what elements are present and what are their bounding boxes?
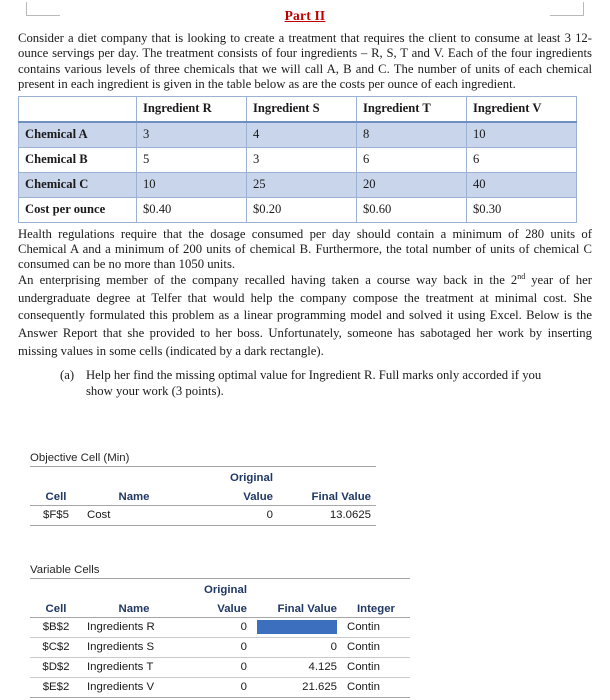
variable-cells-report	[30, 564, 592, 698]
objective-row-name: Cost	[82, 506, 186, 526]
cell-chemical-a-s: 4	[247, 122, 357, 148]
cell-chemical-a-t: 8	[357, 122, 467, 148]
variable-header-cell: Cell	[30, 598, 82, 618]
table-row	[30, 618, 410, 638]
cell-chemical-b-v: 6	[467, 147, 577, 172]
objective-header-spacer-name	[82, 467, 186, 486]
table-header-row	[19, 96, 577, 122]
variable-header-row	[30, 598, 410, 618]
question-text: Help her find the missing optimal value for Ingredient R. Full marks only accorded if you show your work (3 points).	[86, 368, 542, 399]
table-row	[19, 122, 577, 148]
story-text-part-one: An enterprising member of the company recalled having taken a course way back in the 2	[18, 273, 518, 288]
variable-row-cell-ref: $E$2	[30, 678, 82, 698]
row-label-chemical-c: Chemical C	[19, 172, 137, 197]
variable-header-original-bottom: Value	[186, 598, 252, 618]
variable-header-spacer-cell	[30, 579, 82, 598]
variable-row-name: Ingredients R	[82, 618, 186, 638]
table-row	[30, 506, 376, 526]
variable-row-cell-ref: $C$2	[30, 638, 82, 658]
objective-header-original-top: Original	[229, 472, 273, 485]
cell-cost-v: $0.30	[467, 197, 577, 222]
table-row	[19, 147, 577, 172]
story-paragraph	[18, 272, 592, 360]
variable-header-row-top	[30, 579, 410, 598]
variable-row-integer: Contin	[342, 658, 410, 678]
redacted-value-block	[257, 620, 337, 634]
variable-cells-table	[30, 579, 410, 698]
cell-cost-r: $0.40	[137, 197, 247, 222]
col-header-ingredient-v: Ingredient V	[467, 96, 577, 122]
objective-cell-table	[30, 467, 376, 526]
cell-chemical-c-t: 20	[357, 172, 467, 197]
objective-row-final-value: 13.0625	[278, 506, 376, 526]
objective-header-original-bottom: Value	[186, 486, 278, 506]
variable-row-integer: Contin	[342, 618, 410, 638]
variable-row-original-value: 0	[186, 678, 252, 698]
objective-header-row	[30, 486, 376, 506]
cell-chemical-a-r: 3	[137, 122, 247, 148]
variable-header-name: Name	[82, 598, 186, 618]
table-row	[30, 638, 410, 658]
row-label-cost-per-ounce: Cost per ounce	[19, 197, 137, 222]
variable-row-original-value: 0	[186, 638, 252, 658]
variable-row-integer: Contin	[342, 638, 410, 658]
variable-row-name: Ingredients S	[82, 638, 186, 658]
cell-cost-s: $0.20	[247, 197, 357, 222]
story-text-part-two: year of her undergraduate degree at Telfer that would help the company compose the treatment at minimal cost. She consequently formulated this problem as a linear programming model and solved it using Excel. Below is the Answer Report that she provided to her boss. Unfortunately, someone has sabotaged her work by inserting missing values in some cells (indicated by a dark rectangle).	[18, 273, 592, 358]
objective-row-cell-ref: $F$5	[30, 506, 82, 526]
variable-row-final-value: 4.125	[252, 658, 342, 678]
intro-paragraph: Consider a diet company that is looking to create a treatment that requires the client to consume at least 3 12-ounce servings per day. The treatment consists of four ingredients – R, S, T and V. Each of the four ingredients contains various levels of three chemicals that we will call A, B and C. The number of units of each chemical present in each ingredient is given in the table below as are the costs per ounce of each ingredient.	[18, 31, 592, 92]
variable-header-integer: Integer	[342, 598, 410, 618]
health-regulations-paragraph: Health regulations require that the dosage consumed per day should contain a minimum of 280 units of Chemical A and a minimum of 200 units of chemical B. Furthermore, the total number of units of chemical C consumed can be no more than 1050 units.	[18, 226, 592, 272]
col-header-blank	[19, 96, 137, 122]
variable-row-name: Ingredients T	[82, 658, 186, 678]
variable-row-integer: Contin	[342, 678, 410, 698]
variable-header-spacer-name	[82, 579, 186, 598]
cell-chemical-b-s: 3	[247, 147, 357, 172]
variable-row-cell-ref: $B$2	[30, 618, 82, 638]
variable-row-cell-ref: $D$2	[30, 658, 82, 678]
objective-cell-report	[30, 452, 592, 526]
col-header-ingredient-t: Ingredient T	[357, 96, 467, 122]
variable-row-final-value: 21.625	[252, 678, 342, 698]
objective-cell-caption: Objective Cell (Min)	[30, 452, 376, 467]
cell-chemical-b-t: 6	[357, 147, 467, 172]
cell-chemical-c-v: 40	[467, 172, 577, 197]
question-a	[60, 367, 558, 399]
page-title: Part II	[284, 8, 326, 23]
table-row	[19, 172, 577, 197]
ordinal-superscript: nd	[517, 272, 526, 281]
variable-row-final-value: 0	[252, 638, 342, 658]
objective-header-name: Name	[82, 486, 186, 506]
objective-header-spacer-final	[278, 467, 376, 486]
table-row	[30, 658, 410, 678]
table-row	[19, 197, 577, 222]
variable-row-final-value-redacted	[252, 618, 342, 638]
cell-chemical-c-s: 25	[247, 172, 357, 197]
variable-header-spacer-integer	[342, 579, 410, 598]
col-header-ingredient-s: Ingredient S	[247, 96, 357, 122]
objective-header-cell: Cell	[30, 486, 82, 506]
col-header-ingredient-r: Ingredient R	[137, 96, 247, 122]
variable-row-original-value: 0	[186, 658, 252, 678]
row-label-chemical-a: Chemical A	[19, 122, 137, 148]
objective-row-original-value: 0	[186, 506, 278, 526]
variable-header-spacer-final	[252, 579, 342, 598]
variable-header-final-value: Final Value	[252, 598, 342, 618]
question-marker: (a)	[60, 368, 75, 383]
cell-cost-t: $0.60	[357, 197, 467, 222]
variable-cells-caption: Variable Cells	[30, 564, 410, 579]
variable-header-original-top: Original	[203, 584, 247, 597]
cell-chemical-c-r: 10	[137, 172, 247, 197]
table-row	[30, 678, 410, 698]
ingredient-chemical-table	[18, 96, 577, 223]
cell-chemical-b-r: 5	[137, 147, 247, 172]
objective-header-spacer-cell	[30, 467, 82, 486]
row-label-chemical-b: Chemical B	[19, 147, 137, 172]
objective-header-row-top	[30, 467, 376, 486]
objective-header-final-value: Final Value	[278, 486, 376, 506]
cell-chemical-a-v: 10	[467, 122, 577, 148]
variable-row-name: Ingredients V	[82, 678, 186, 698]
document-content	[18, 0, 592, 698]
variable-row-original-value: 0	[186, 618, 252, 638]
